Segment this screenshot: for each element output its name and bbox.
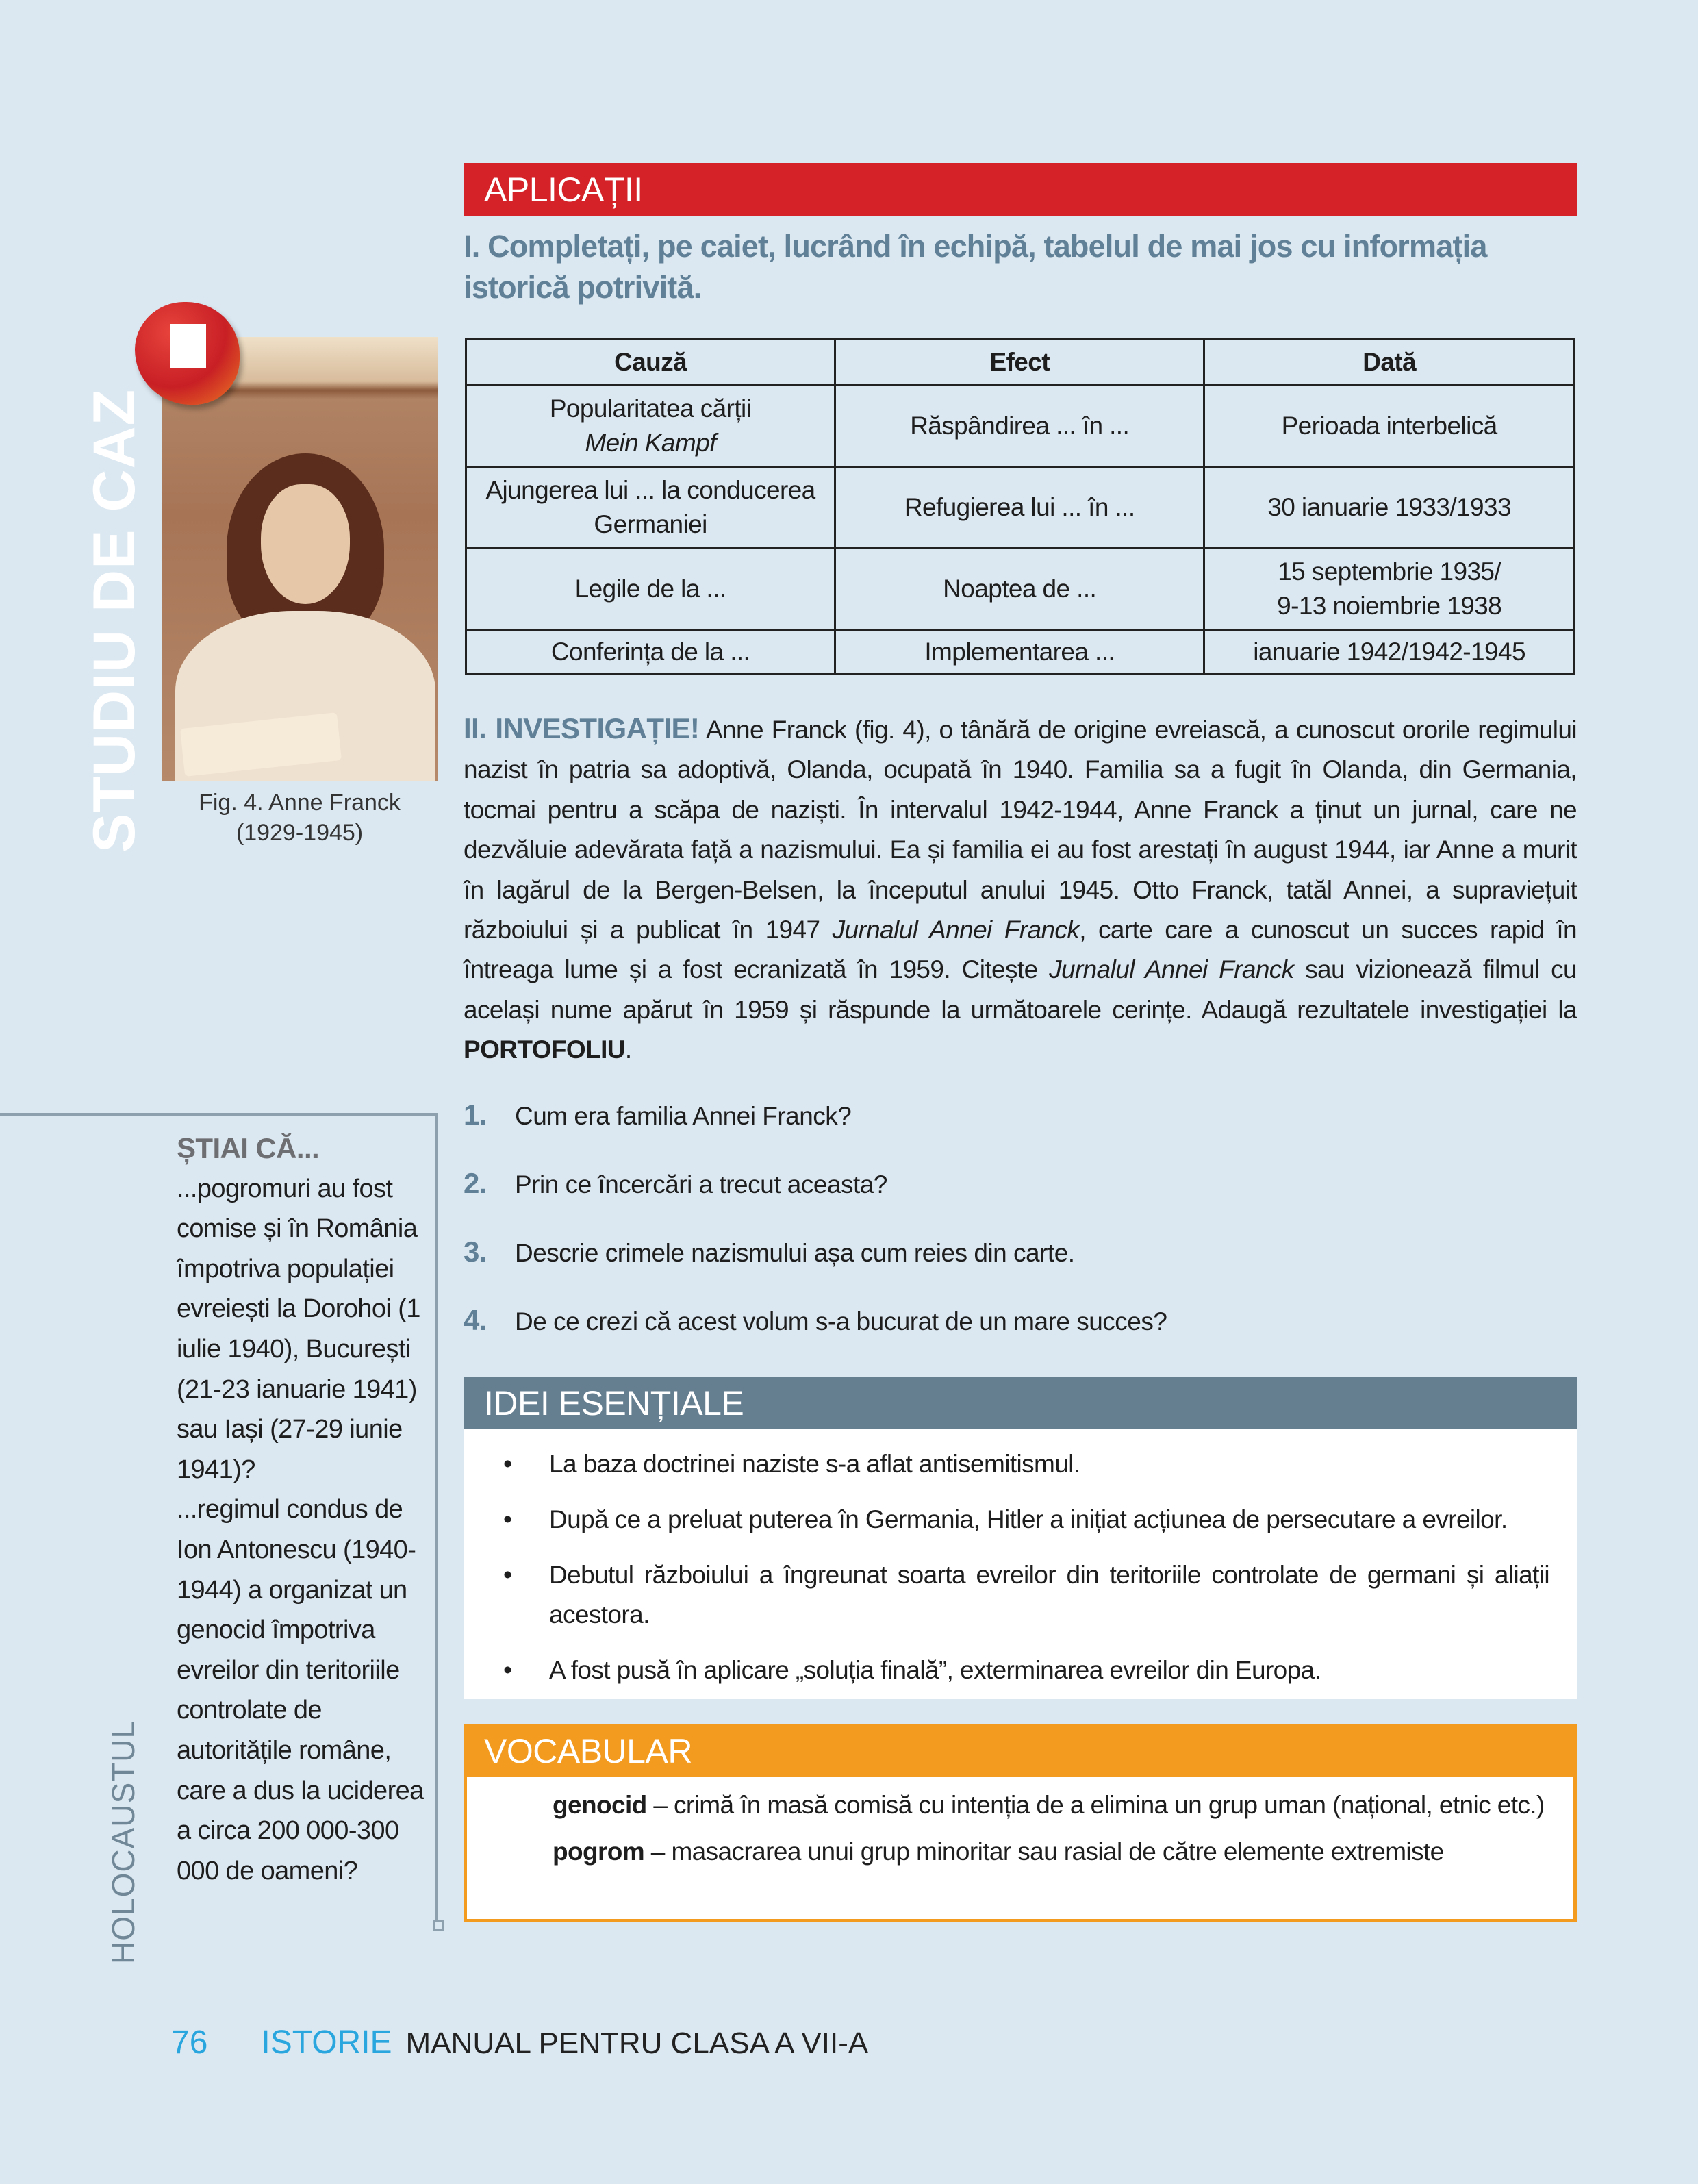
vocabulary-box [464,1777,1577,1922]
task-1-heading: I. Completați, pe caiet, lucrând în echipă, tabelul de mai jos cu informația istorică potrivită. [464,229,1487,305]
cell-data: 30 ianuarie 1933/1933 [1204,467,1575,549]
did-you-know-text: ...pogromuri au fost comise și în România împotriva populației evreiești la Dorohoi (1 iulie 1940), București (21-23 ianuarie 1941) sau Iași (27-29 iunie 1941)? [177,1174,420,1484]
table-row [466,549,1575,630]
cell-efect: Noaptea de ... [835,549,1204,630]
cell-text: Popularitatea cărții [549,394,752,423]
table-row [466,386,1575,467]
investigation-paragraph [464,709,1577,1070]
key-ideas-header [464,1377,1577,1429]
key-idea-item: • La baza doctrinei naziste s-a aflat antisemitismul. [464,1444,1549,1484]
text: sau vizionează filmul cu același nume apărut în 1959 și răspunde la următoarele cerințe. Adaugă rezultatele investigației la [464,955,1577,1024]
cell-text: Ajungerea lui ... la conducerea [485,476,815,504]
text: , carte care a cunoscut un succes rapid în întreaga lume și a fost ecranizată în 1959. Citește [464,916,1577,984]
vocabulary-term: pogrom [553,1837,645,1866]
vocabulary-title: VOCABULAR [484,1731,692,1770]
caption-line: (1929-1945) [236,820,364,846]
question-item [464,1167,887,1200]
photo-caption [162,788,438,848]
key-ideas-box [464,1429,1577,1699]
question-item [464,1235,1075,1268]
portfolio-label: PORTOFOLIU [464,1035,625,1064]
book-title: Jurnalul Annei Franck [832,916,1080,944]
book-title: MANUAL PENTRU CLASA A VII-A [405,2026,869,2060]
cell-data: ianuarie 1942/1942-1945 [1204,630,1575,675]
vocabulary-term: genocid [553,1791,647,1819]
cell-cauza: Conferința de la ... [466,630,835,675]
chapter-label-vertical: HOLOCAUSTUL [105,1720,141,1964]
text: Anne Franck (fig. 4), o tânără de origine evreiască, a cunoscut ororile regimului nazist în patria sa adoptivă, Olanda, ocupată în 1940. Familia sa a fugit în Olanda, din Germania, tocmai pentru a scăpa de naziști. În intervalul 1942-1944, Anne Franck a ținut un jurnal, care ne dezvăluie adevărata față a nazismului. Ea și familia ei au fost arestați în august 1944, iar Anne a murit în lagărul de la Bergen-Belsen, la începutul anului 1945. Otto Franck, tatăl Annei, a supraviețuit războiului și a publicat în 1947 [464,716,1577,944]
cell-text: Germaniei [594,510,707,538]
question-text: Descrie crimele nazismului așa cum reies din carte. [515,1239,1075,1267]
cell-text-italic: Mein Kampf [585,429,716,457]
header-efect: Efect [835,340,1204,386]
did-you-know-title: ȘTIAI CĂ... [177,1132,320,1164]
key-idea-item: • După ce a preluat puterea în Germania, Hitler a inițiat acțiunea de persecutare a evreilor. [464,1500,1549,1540]
cell-efect: Implementarea ... [835,630,1204,675]
question-number: 3. [464,1235,487,1268]
page-footer [171,2024,868,2061]
book-title: Jurnalul Annei Franck [1049,955,1294,984]
caption-line: Fig. 4. Anne Franck [199,790,401,816]
aplicatii-title: APLICAȚII [484,170,643,209]
question-number: 2. [464,1167,487,1199]
header-cauza: Cauză [466,340,835,386]
cell-efect: Răspândirea ... în ... [835,386,1204,467]
page-number: 76 [171,2024,208,2061]
cell-data [1204,549,1575,630]
question-text: De ce crezi că acest volum s-a bucurat de un mare succes? [515,1307,1167,1335]
vocabulary-definition: – masacrarea unui grup minoritar sau rasial de către elemente extremiste [644,1837,1444,1866]
cell-efect: Refugierea lui ... în ... [835,467,1204,549]
vocabulary-header [464,1724,1577,1777]
question-item [464,1099,851,1131]
cell-cauza [466,386,835,467]
question-text: Cum era familia Annei Franck? [515,1102,852,1130]
question-number: 4. [464,1304,487,1336]
cause-effect-table [465,338,1575,675]
cell-data: Perioada interbelică [1204,386,1575,467]
subject-label: ISTORIE [261,2024,392,2061]
cell-cauza [466,467,835,549]
vocabulary-definition: – crimă în masă comisă cu intenția de a elimina un grup uman (național, etnic etc.) [646,1791,1545,1819]
notebook-icon [135,302,240,405]
text: . [624,1035,632,1064]
question-text: Prin ce încercări a trecut aceasta? [515,1170,887,1198]
question-number: 1. [464,1099,487,1131]
cell-text: 15 septembrie 1935/ [1278,557,1501,586]
table-row [466,467,1575,549]
key-idea-item: • Debutul războiului a îngreunat soarta evreilor din teritoriile controlate de germani și aliații acestora. [464,1555,1549,1635]
table-row [466,630,1575,675]
aplicatii-header [464,163,1577,216]
vocabulary-entry [553,1832,1553,1872]
cell-text: 9-13 noiembrie 1938 [1277,592,1502,620]
vocabulary-entry [553,1785,1553,1825]
section-label-vertical: STUDIU DE CAZ [81,388,147,853]
key-ideas-title: IDEI ESENȚIALE [484,1383,744,1422]
header-data: Dată [1204,340,1575,386]
cell-cauza: Legile de la ... [466,549,835,630]
key-idea-item: • A fost pusă în aplicare „soluția finală”, exterminarea evreilor din Europa. [464,1650,1549,1690]
table-header-row [466,340,1575,386]
did-you-know-box [177,1129,427,1891]
question-item [464,1304,1167,1337]
did-you-know-text: ...regimul condus de Ion Antonescu (1940-1944) a organizat un genocid împotriva evreilor din teritoriile controlate de autoritățile române, care a dus la uciderea a circa 200 000-300 000 de oameni? [177,1495,424,1885]
investigation-lead: II. INVESTIGAȚIE! [464,712,700,744]
